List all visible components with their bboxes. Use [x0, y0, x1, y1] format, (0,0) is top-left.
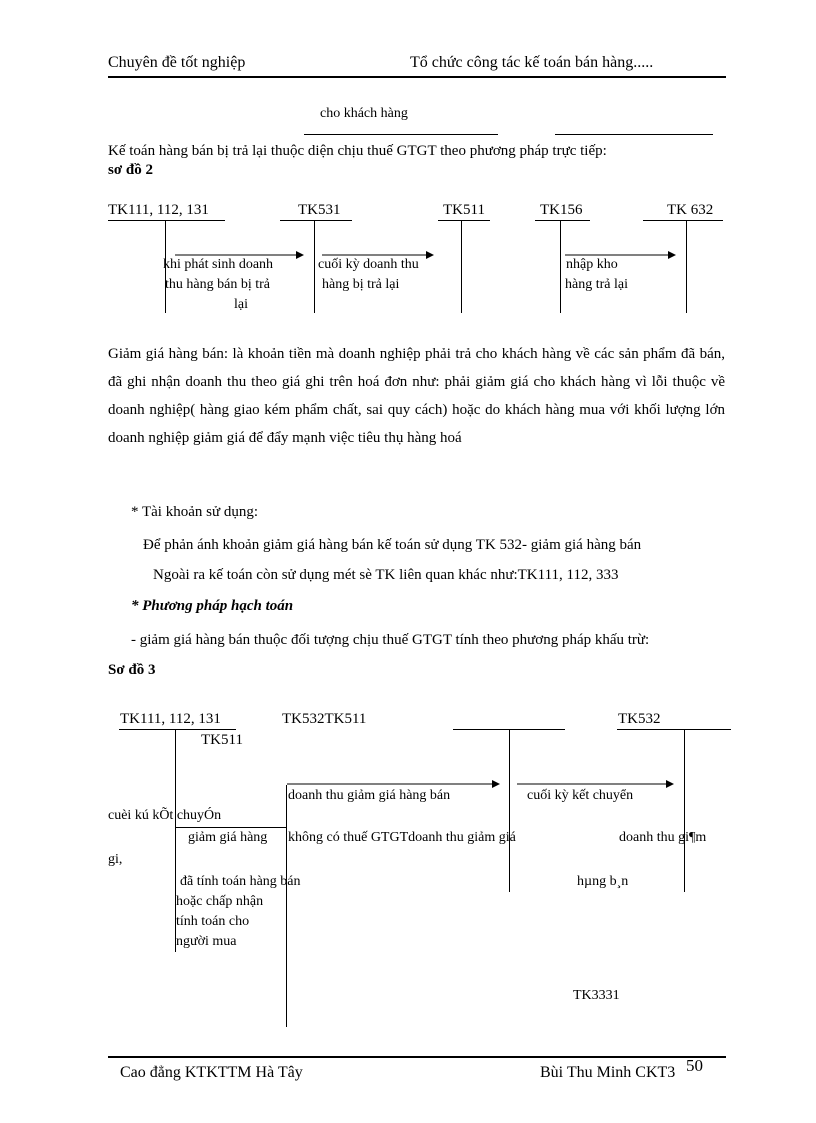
- footer-left: Cao đẳng KTKTTM Hà Tây: [120, 1064, 303, 1081]
- header-right: Tổ chức công tác kế toán bán hàng.....: [410, 54, 654, 71]
- d3-note-c3: đã tính toán hàng bán: [180, 874, 301, 889]
- d3-note-a1: cuèi kú kÕt chuyÓn: [108, 808, 222, 823]
- d3-tk532-511: TK532TK511: [282, 711, 367, 727]
- body-paragraph: Giảm giá hàng bán: là khoản tiền mà doanh nghiệp phải trả cho khách hàng về các sản phẩm đã bán, đã ghi nhận doanh thu theo giá ghi trên hoá đơn như: phải giảm giá cho khách hàng vì lỗi thuộc về doanh nghiệp( hàng giao kém phẩm chất, sai quy cách) hoặc do khách hàng mua với khối lượng lớn doanh nghiệp giảm giá để đẩy mạnh việc tiêu thụ hàng hoá: [108, 346, 725, 446]
- method-label: * Phương pháp hạch toán: [131, 598, 294, 614]
- d3-tk3331: TK3331: [573, 988, 620, 1003]
- d3-note-c1: doanh thu giảm giá hàng bán: [288, 788, 451, 803]
- d2-tk511: TK511: [443, 202, 485, 218]
- d2-note2-l2: hàng bị trả lại: [322, 277, 400, 292]
- diagram2-title: sơ đồ 2: [108, 162, 153, 178]
- top-fragment: cho khách hàng: [320, 106, 408, 121]
- d3-note-e1: doanh thu gi¶m: [619, 830, 707, 845]
- d2-note2-l1: cuối kỳ doanh thu: [318, 257, 419, 272]
- method-line: - giảm giá hàng bán thuộc đối tượng chịu thuế GTGT tính theo phương pháp khấu trừ:: [131, 632, 650, 648]
- d2-tk632: TK 632: [667, 202, 714, 218]
- d2-tk531: TK531: [298, 202, 341, 218]
- d3-note-c5: tính toán cho: [176, 914, 250, 929]
- page-number: 50: [686, 1056, 703, 1075]
- d3-tk532: TK532: [618, 711, 661, 727]
- d2-note1-l1: khi phát sinh doanh: [163, 257, 274, 272]
- account-used-label: * Tài khoản sử dụng:: [131, 504, 259, 520]
- account-used-line1: Để phản ánh khoản giảm giá hàng bán kế toán sử dụng TK 532- giảm giá hàng bán: [143, 537, 642, 553]
- diagram3-title: Sơ đồ 3: [108, 662, 156, 678]
- d2-note1-l3: lại: [234, 297, 248, 312]
- d3-note-c4: hoặc chấp nhận: [176, 894, 264, 909]
- section-intro: Kế toán hàng bán bị trả lại thuộc diện chịu thuế GTGT theo phương pháp trực tiếp:: [108, 143, 607, 159]
- d2-note1-l2: thu hàng bán bị trả: [165, 277, 270, 292]
- d3-tk111: TK111, 112, 131: [120, 711, 221, 727]
- account-used-line2: Ngoài ra kế toán còn sử dụng mét sè TK liên quan khác như:TK111, 112, 333: [153, 567, 619, 583]
- footer-rule: [108, 1056, 726, 1058]
- header-left: Chuyên đề tốt nghiệp: [108, 54, 246, 71]
- d3-note-e2: hµng b¸n: [577, 874, 629, 889]
- d3-note-d1: cuối kỳ kết chuyển: [527, 788, 634, 803]
- footer-right: Bùi Thu Minh CKT3: [540, 1064, 676, 1081]
- d2-tk111: TK111, 112, 131: [108, 202, 209, 218]
- d2-note3-l2: hàng trả lại: [565, 277, 628, 292]
- d3-note-c2: không có thuế GTGTdoanh thu giảm giá: [288, 830, 516, 845]
- d2-note3-l1: nhập kho: [566, 257, 618, 272]
- d2-tk156: TK156: [540, 202, 583, 218]
- d3-note-b1: giảm giá hàng: [188, 830, 268, 845]
- d3-note-a2: gi,: [108, 852, 123, 867]
- d3-note-c6: người mua: [176, 934, 237, 949]
- d3-tk511-left: TK511: [201, 732, 243, 748]
